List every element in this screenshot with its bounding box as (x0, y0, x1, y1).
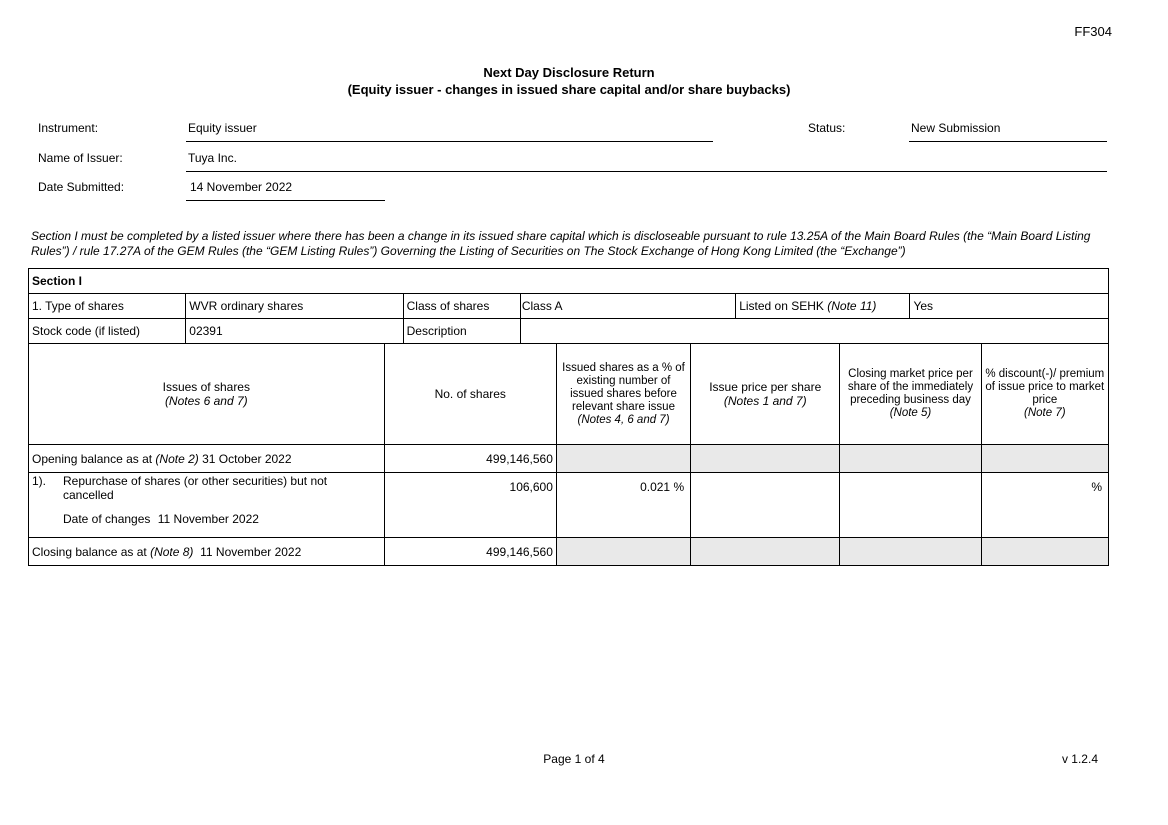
version: v 1.2.4 (1061, 752, 1098, 766)
opening-label-text: Opening balance as at (32, 451, 156, 466)
type-value: WVR ordinary shares (186, 294, 403, 319)
col-discount-text: % discount(-)/ premium of issue price to market price (985, 368, 1105, 406)
closing-discount (981, 538, 1108, 566)
description-value (520, 319, 1108, 344)
col-price (691, 344, 840, 445)
item-price (691, 473, 840, 538)
instrument-field (186, 121, 713, 142)
opening-label (29, 445, 385, 473)
instrument-label: Instrument: (38, 121, 99, 135)
issuer-field (186, 151, 1107, 172)
class-value: Class A (520, 294, 735, 319)
closing-row (29, 538, 1109, 566)
opening-note: (Note 2) (155, 451, 199, 466)
listed-value: Yes (910, 294, 1109, 319)
col-pct (556, 344, 690, 445)
closing-closing (840, 538, 981, 566)
status-label: Status: (808, 121, 846, 135)
item-row (29, 473, 1109, 538)
col-closing (840, 344, 981, 445)
date-label: Date Submitted: (38, 180, 125, 194)
col-discount (981, 344, 1108, 445)
item-date: 11 November 2022 (157, 512, 259, 526)
page-number: Page 1 of 4 (543, 752, 605, 766)
item-pct: 0.021 % (556, 473, 690, 538)
status-field (909, 121, 1107, 142)
item-desc-cell (29, 473, 385, 538)
opening-price (691, 445, 840, 473)
item-closing (840, 473, 981, 538)
opening-row (29, 445, 1109, 473)
form-code: FF304 (1074, 24, 1112, 39)
issuer-value: Tuya Inc. (188, 151, 237, 165)
opening-closing (840, 445, 981, 473)
col-issues-text: Issues of shares (162, 380, 250, 394)
item-desc: Repurchase of shares (or other securities) but not cancelled (63, 474, 328, 502)
opening-shares: 499,146,560 (384, 445, 556, 473)
type-label: 1. Type of shares (29, 294, 186, 319)
closing-date: 11 November 2022 (193, 544, 302, 559)
instrument-value: Equity issuer (188, 121, 257, 135)
closing-label (29, 538, 385, 566)
section-table (28, 268, 1109, 566)
date-field (186, 180, 385, 201)
status-value: New Submission (911, 121, 1001, 135)
item-num: 1). (32, 474, 47, 488)
opening-pct (556, 445, 690, 473)
item-date-label: Date of changes (63, 512, 151, 526)
page-subtitle: (Equity issuer - changes in issued share capital and/or share buybacks) (347, 82, 791, 97)
closing-price (691, 538, 840, 566)
section-title: Section I (29, 269, 1109, 294)
col-issues (29, 344, 385, 445)
intro-text: Section I must be completed by a listed issuer where there has been a change in its issued share capital which is discloseable pursuant to rule 13.25A of the Main Board Rules (the “Main Board Listing Rules”) / rule 17.27A of the GEM Rules (the “GEM Listing Rules”) Governing the Listing of Securities on The Stock Exchange of Hong Kong Limited (the “Exchange”) (31, 229, 1091, 258)
page-title: Next Day Disclosure Return (483, 65, 655, 80)
col-price-text: Issue price per share (709, 380, 822, 394)
listed-label-text: Listed on SEHK (739, 299, 828, 313)
col-no-shares: No. of shares (384, 344, 556, 445)
col-closing-note: (Note 5) (889, 407, 932, 419)
stock-code-label: Stock code (if listed) (29, 319, 186, 344)
col-pct-text: Issued shares as a % of existing number of issued shares before relevant share issue (562, 361, 685, 413)
issuer-label: Name of Issuer: (38, 151, 123, 165)
opening-discount (981, 445, 1108, 473)
closing-label-text: Closing balance as at (32, 544, 151, 559)
col-discount-note: (Note 7) (1024, 407, 1066, 419)
item-discount: % (981, 473, 1108, 538)
closing-pct (556, 538, 690, 566)
col-pct-note: (Notes 4, 6 and 7) (577, 413, 670, 426)
closing-note: (Note 8) (150, 544, 194, 559)
opening-date: 31 October 2022 (198, 451, 292, 466)
listed-label (736, 294, 910, 319)
description-label: Description (403, 319, 520, 344)
date-value: 14 November 2022 (190, 180, 293, 194)
class-label: Class of shares (403, 294, 520, 319)
listed-note: (Note 11) (827, 299, 877, 313)
closing-shares: 499,146,560 (384, 538, 556, 566)
col-price-note: (Notes 1 and 7) (723, 394, 807, 408)
col-closing-text: Closing market price per share of the immediately preceding business day (847, 368, 974, 406)
stock-code-value: 02391 (186, 319, 403, 344)
col-issues-note: (Notes 6 and 7) (164, 394, 248, 408)
item-shares: 106,600 (384, 473, 556, 538)
